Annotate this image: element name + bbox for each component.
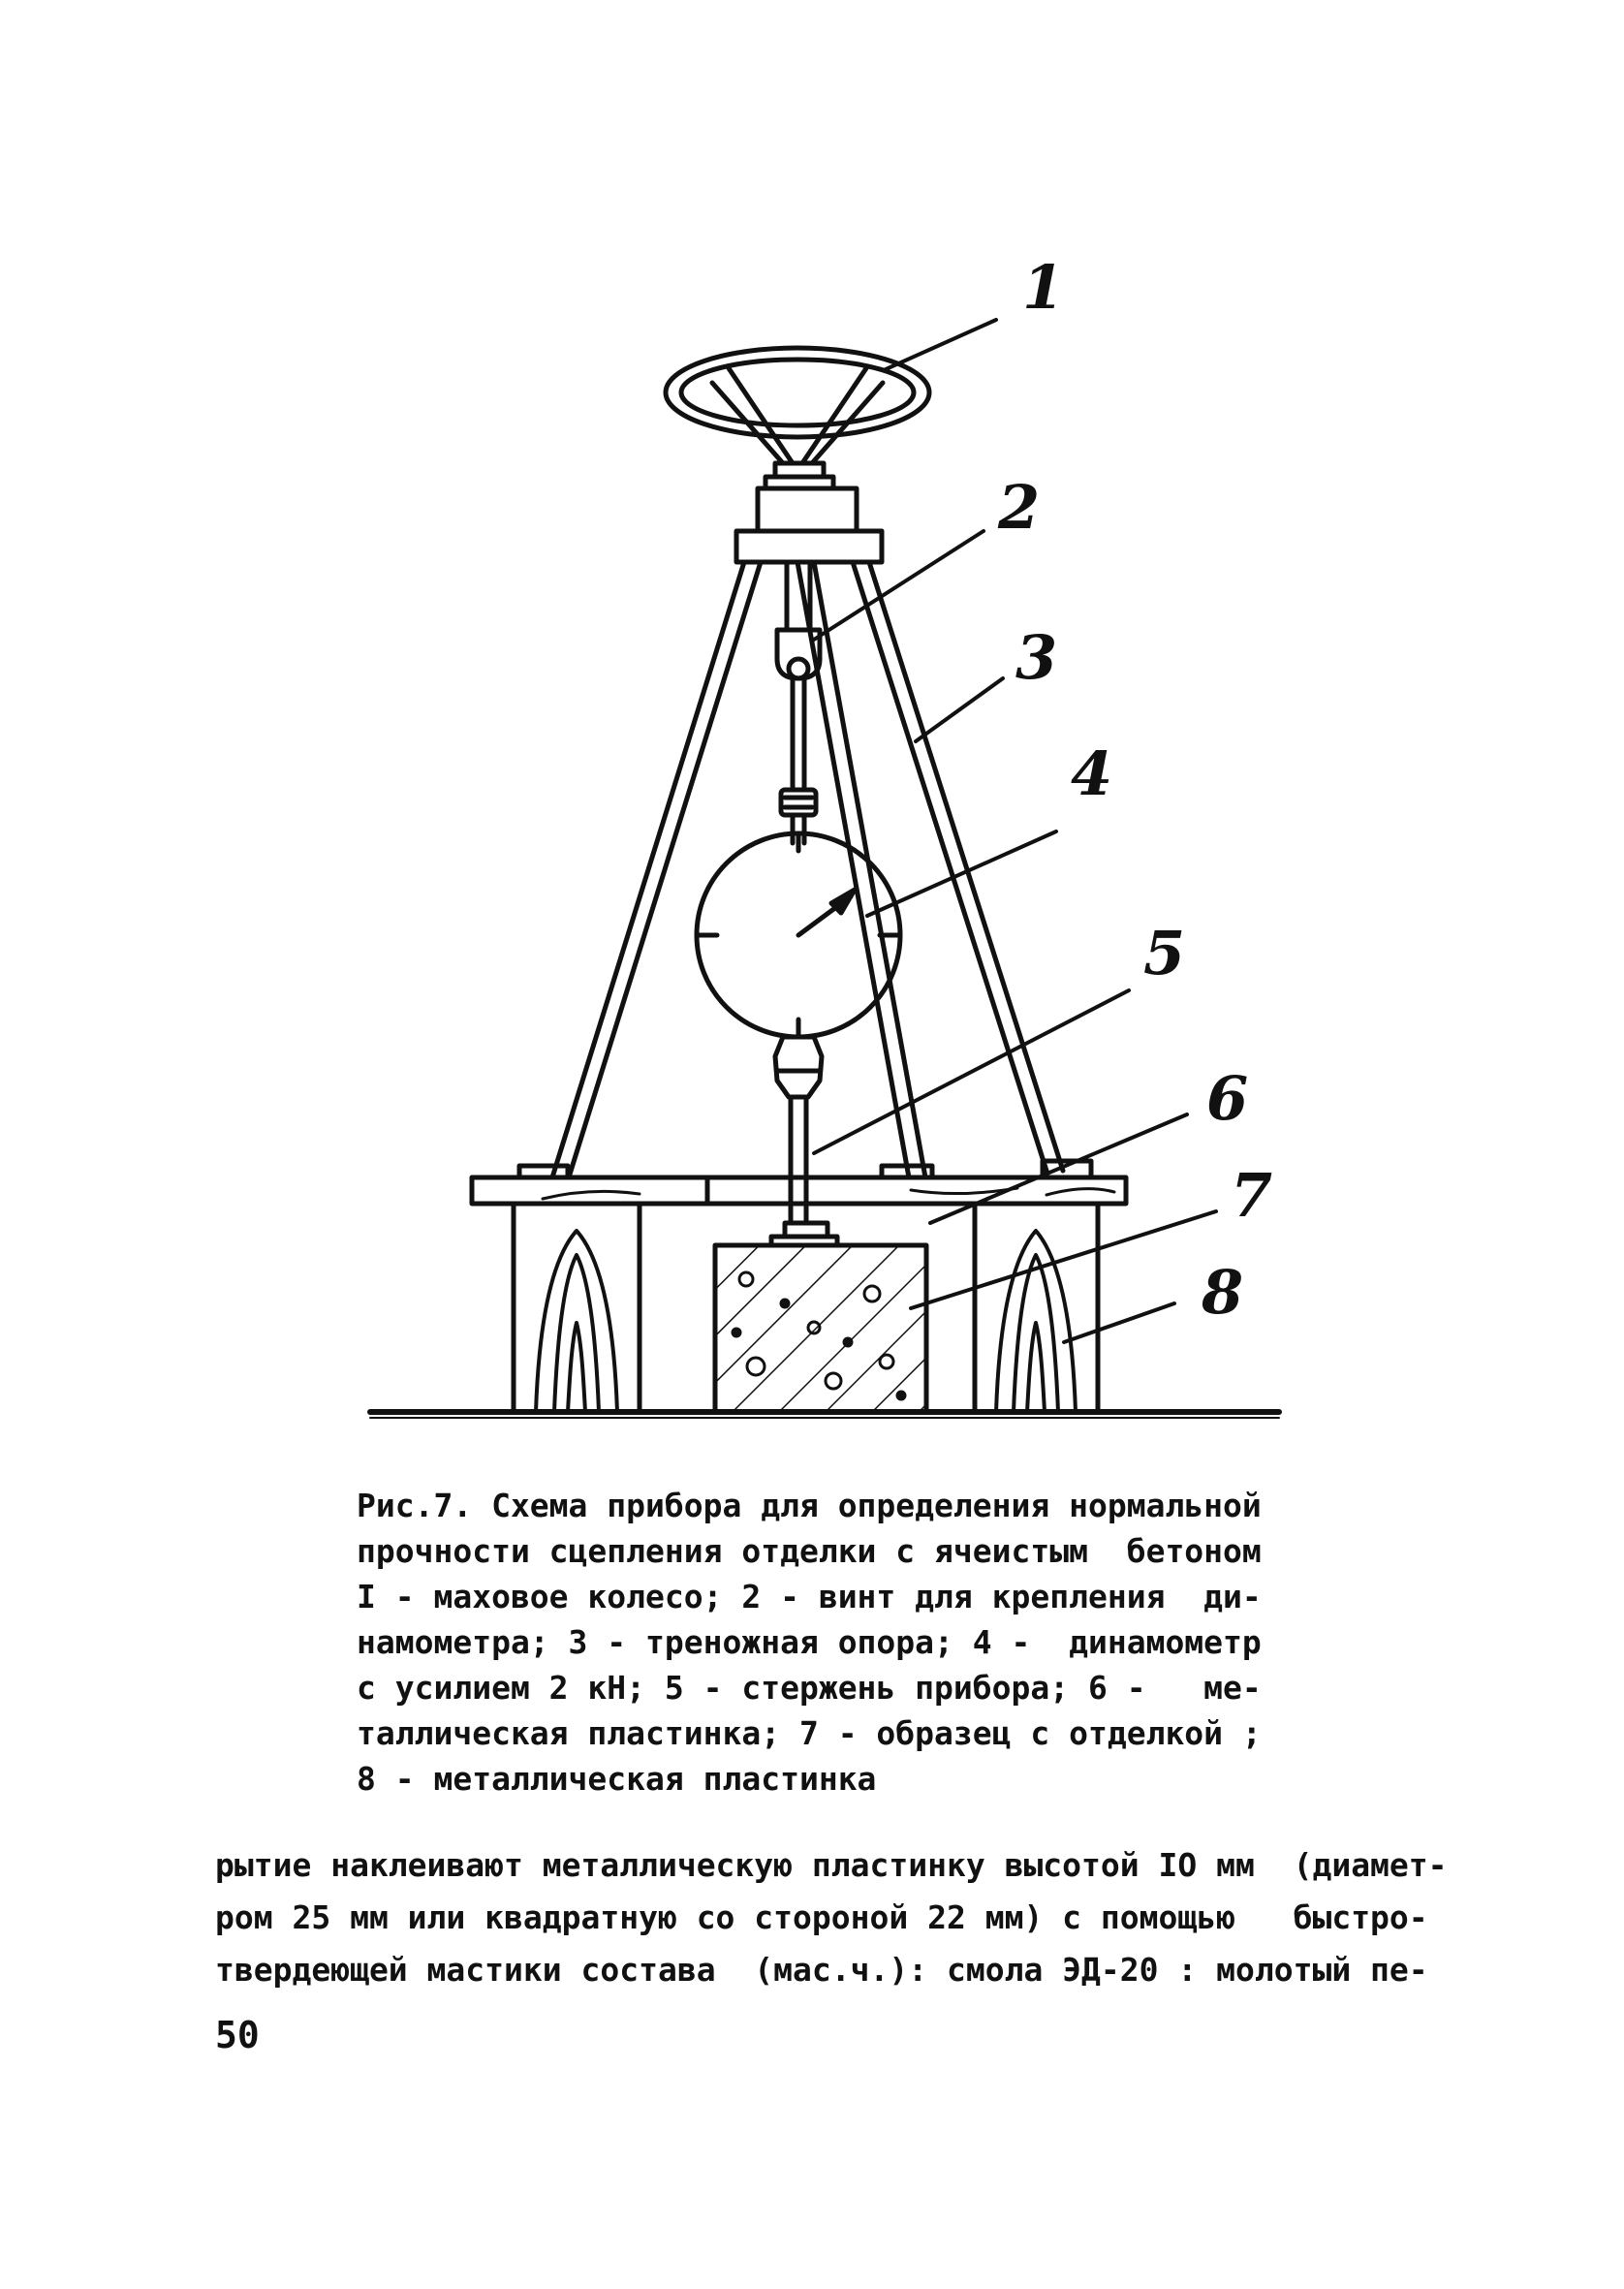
- body-paragraph: [215, 1839, 1448, 1996]
- label-6: 6: [1206, 1063, 1249, 1134]
- caption-line: Рис.7. Схема прибора для определения нормальной: [357, 1487, 1262, 1524]
- page-number: 50: [215, 2014, 260, 2056]
- label-4: 4: [1071, 738, 1113, 809]
- dynamometer: [697, 833, 900, 1037]
- label-7: 7: [1231, 1160, 1273, 1231]
- caption-line: с усилием 2 кН; 5 - стержень прибора; 6 - ме-: [357, 1669, 1262, 1707]
- figure-caption: [357, 1483, 1262, 1802]
- caption-line: прочности сцепления отделки с ячеистым бетоном: [357, 1532, 1262, 1570]
- label-5: 5: [1143, 918, 1186, 988]
- hub: [736, 463, 882, 562]
- instrument-rod: [775, 1037, 822, 1223]
- label-1: 1: [1022, 252, 1065, 323]
- label-2: 2: [998, 472, 1041, 543]
- caption-line: намометра; 3 - треножная опора; 4 - динамометр: [357, 1623, 1262, 1661]
- specimen: [715, 1223, 926, 1412]
- caption-line: I - маховое колесо; 2 - винт для крепления ди-: [357, 1578, 1262, 1615]
- caption-line: 8 - металлическая пластинка: [357, 1760, 877, 1798]
- caption-line: таллическая пластинка; 7 - образец с отделкой ;: [357, 1714, 1262, 1752]
- body-line: рытие наклеивают металлическую пластинку высотой IO мм (диамет-: [215, 1846, 1448, 1884]
- body-line: твердеющей мастики состава (мас.ч.): смола ЭД-20 : молотый пе-: [215, 1951, 1428, 1989]
- label-3: 3: [1015, 622, 1058, 693]
- mount-screw: [777, 562, 820, 843]
- handwheel: [666, 348, 929, 463]
- body-line: ром 25 мм или квадратную со стороной 22 мм) с помощью быстро-: [215, 1898, 1428, 1936]
- label-8: 8: [1202, 1257, 1244, 1328]
- tripod-legs: [552, 562, 1063, 1177]
